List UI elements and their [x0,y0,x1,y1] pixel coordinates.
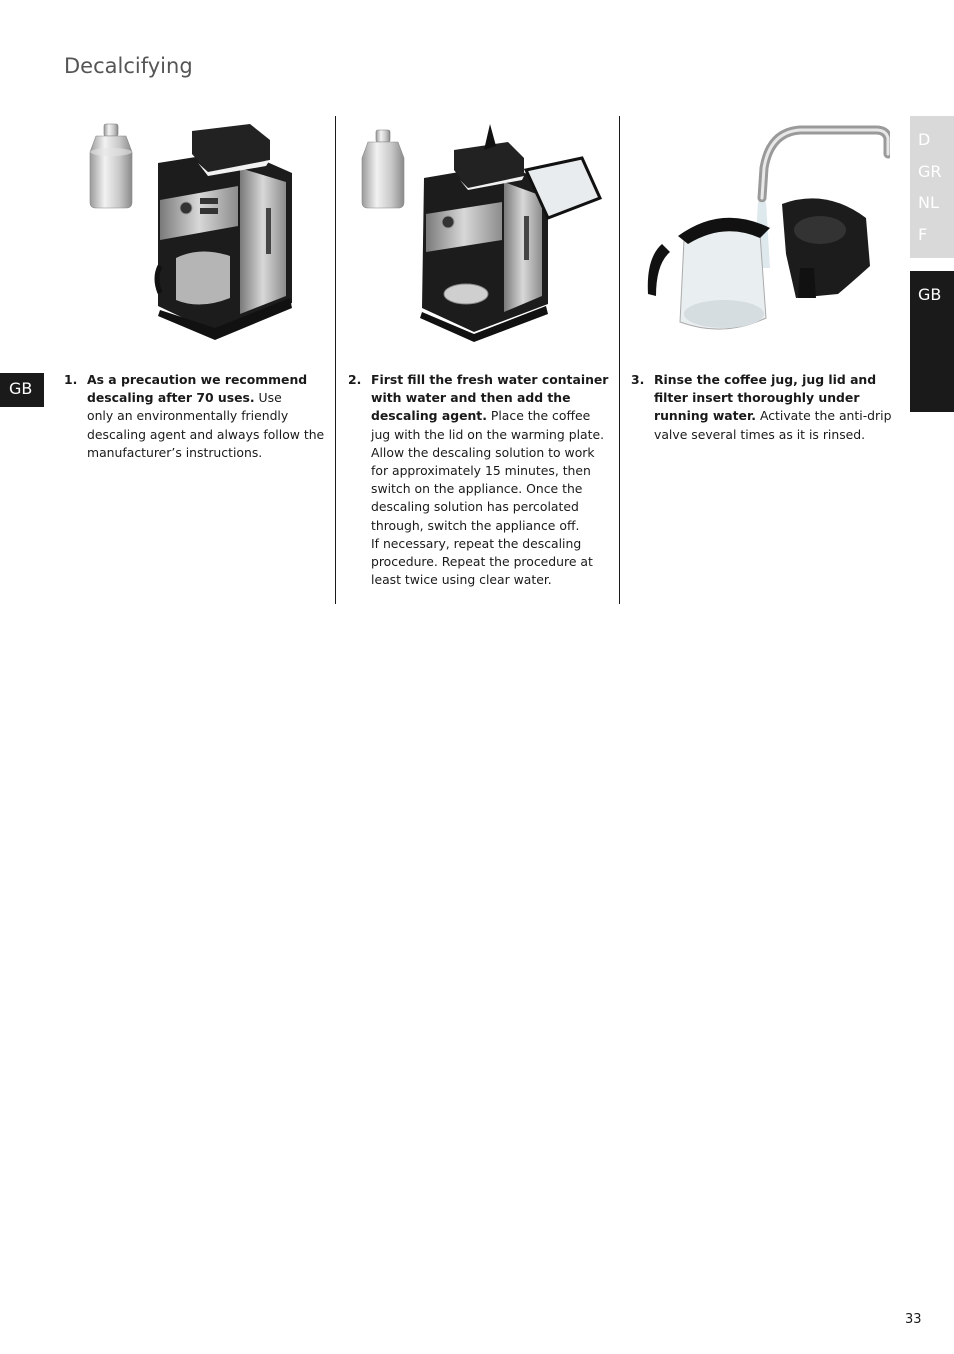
step-text-line: descaling agent and always follow the [87,426,325,442]
lang-tab-gb-active[interactable] [910,271,954,412]
step-bold-line: First fill the fresh water container [371,372,609,387]
language-marker-gb [0,373,44,407]
page-title: Decalcifying [64,54,193,79]
step-text [371,371,610,589]
lang-tab-d[interactable]: D [918,130,931,149]
language-tabs [910,116,954,258]
step-text-line: procedure. Repeat the procedure at [371,554,593,570]
step-bold-line: filter insert thoroughly under [654,390,860,406]
step-bold-line: descaling after 70 uses. [87,390,255,406]
column-divider [335,116,336,604]
instruction-step-3 [631,371,893,444]
step-text-line: jug with the lid on the warming plate. [371,426,605,442]
step-text-line: Use [254,390,282,406]
step-text-line: manufacturer’s instructions. [87,444,263,460]
step-bold-line: running water. [654,408,757,424]
step-text-line: descaling solution has percolated [371,499,579,515]
step-text-line: Activate the anti-drip [756,408,892,424]
step-text-line: Allow the descaling solution to work [371,444,595,460]
language-marker-label: GB [9,379,33,398]
step-text-line: through, switch the appliance off. [371,517,580,533]
step-text-line: least twice using clear water. [371,572,552,588]
step-bold-line: Rinse the coffee jug, jug lid and [654,372,877,387]
step-text-line: only an environmentally friendly [87,408,289,424]
instruction-step-2 [348,371,610,589]
step-bold-line: descaling agent. [371,408,487,424]
filter-insert [782,198,870,298]
coffee-machine-with-descaler-illustration [80,118,310,342]
coffee-machine [157,124,292,340]
lang-tab-gb-label: GB [918,285,942,304]
coffee-jug [648,218,770,329]
step-text [654,371,893,444]
step-text-line: for approximately 15 minutes, then [371,463,591,479]
step-number: 3. [631,372,645,387]
step-bold-line: with water and then add the [371,390,571,406]
coffee-machine-open [420,124,600,342]
step-number: 2. [348,372,362,387]
descaler-bottle [362,130,404,208]
descaler-bottle [90,124,132,208]
step-text-line: Place the coffee [486,408,591,424]
lang-tab-f[interactable]: F [918,224,928,244]
step-text [87,371,326,462]
coffee-machine-open-lid-illustration [356,118,606,342]
step-text-line: valve several times as it is rinsed. [654,426,866,442]
column-divider [619,116,620,604]
step-bold-line: As a precaution we recommend [87,372,308,387]
lang-tab-nl[interactable]: NL [918,193,939,212]
step-text-line: switch on the appliance. Once the [371,481,583,497]
step-number: 1. [64,372,78,387]
instruction-step-1 [64,371,326,462]
page-number: 33 [905,1312,922,1327]
step-text-line: If necessary, repeat the descaling [371,535,582,551]
rinsing-jug-and-filter-illustration [640,118,890,342]
lang-tab-gr[interactable]: GR [918,161,942,181]
